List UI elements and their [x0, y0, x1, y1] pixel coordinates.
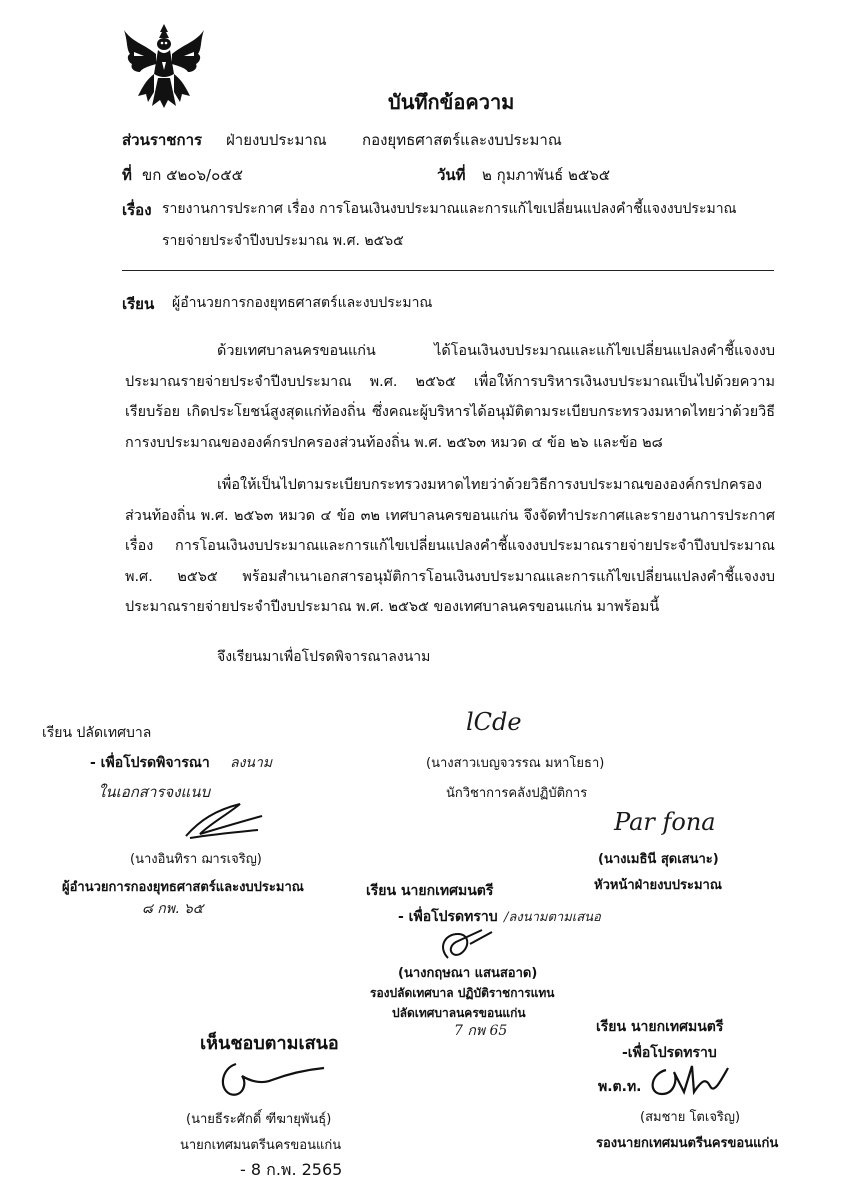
middle-endorse-purpose: - เพื่อโปรดทราบ	[398, 909, 498, 925]
left-endorse-handwriting-a: ลงนาม	[230, 755, 273, 771]
bottom-right-endorse-purpose: -เพื่อโปรดทราบ	[622, 1045, 717, 1061]
bottom-right-endorse-signature	[644, 1060, 736, 1102]
right-endorse-name: (นางเมธินี สุดเสนาะ)	[598, 852, 719, 867]
agency-label: ส่วนราชการ	[122, 131, 203, 149]
agency-value-division: กองยุทธศาสตร์และงบประมาณ	[362, 131, 562, 149]
middle-endorse-signature	[430, 924, 500, 964]
paragraph-1: ด้วยเทศบาลนครขอนแก่น ได้โอนเงินงบประมาณและแก้ไขเปลี่ยนแปลงคำชี้แจงงบประมาณรายจ่ายประจำปีงบประมาณ พ.ศ. ๒๕๖๕ เพื่อให้การบริหารเงินงบประมาณเป็นไปด้วยความเรียบร้อย เกิดประโยชน์สูงสุดแก่ท้องถิ่น ซึ่งคณะผู้บริหารได้อนุมัติตามระเบียบกระทรวงมหาดไทยว่าด้วยวิธีการงบประมาณขององค์กรปกครองส่วนท้องถิ่น พ.ศ. ๒๕๖๓ หมวด ๔ ข้อ ๒๖ และข้อ ๒๘	[125, 343, 775, 451]
middle-endorse-name: (นางกฤษณา แสนสอาด)	[398, 966, 538, 981]
approval-position: นายกเทศมนตรีนครขอนแก่น	[180, 1138, 342, 1153]
main-signer-position: นักวิชาการคลังปฏิบัติการ	[446, 786, 588, 801]
date-label: วันที่	[437, 166, 466, 184]
document-title: บันทึกข้อความ	[388, 90, 515, 114]
header-divider	[122, 270, 774, 271]
main-signature-handwriting: lCde	[466, 708, 522, 736]
middle-endorse-handwriting: /ลงนามตามเสนอ	[504, 910, 601, 925]
left-endorse-to: เรียน ปลัดเทศบาล	[42, 725, 152, 741]
approval-heading: เห็นชอบตามเสนอ	[200, 1033, 339, 1054]
left-endorse-signature	[180, 800, 270, 842]
bottom-right-endorse-name: (สมชาย โตเจริญ)	[640, 1110, 741, 1125]
subject-label: เรื่อง	[122, 201, 152, 219]
middle-endorse-to: เรียน นายกเทศมนตรี	[366, 883, 494, 899]
date-value: ๒ กุมภาพันธ์ ๒๕๖๕	[482, 166, 611, 184]
bottom-right-endorse-to: เรียน นายกเทศมนตรี	[596, 1019, 724, 1035]
middle-endorse-date: 7 กพ 65	[454, 1023, 508, 1039]
closing-line: จึงเรียนมาเพื่อโปรดพิจารณาลงนาม	[217, 649, 431, 665]
garuda-emblem	[122, 22, 206, 108]
ref-label: ที่	[122, 166, 132, 184]
ref-value: ขก ๕๒๐๖/๐๕๕	[142, 166, 243, 184]
approval-date: - 8 ก.พ. 2565	[240, 1160, 343, 1179]
right-endorse-signature: Par fona	[614, 808, 716, 836]
left-endorse-name: (นางอินทิรา ฌารเจริญ)	[130, 852, 262, 867]
to-value: ผู้อำนวยการกองยุทธศาสตร์และงบประมาณ	[172, 295, 433, 311]
approval-name: (นายธีระศักดิ์ ฑีฆายุพันธุ์)	[186, 1112, 332, 1127]
subject-line-1: รายงานการประกาศ เรื่อง การโอนเงินงบประมาณและการแก้ไขเปลี่ยนแปลงคำชี้แจงงบประมาณ	[162, 201, 737, 217]
main-signer-name: (นางสาวเบญจวรรณ มหาโยธา)	[426, 756, 605, 771]
paragraph-2: เพื่อให้เป็นไปตามระเบียบกระทรวงมหาดไทยว่าด้วยวิธีการงบประมาณขององค์กรปกครองส่วนท้องถิ่น พ.ศ. ๒๕๖๓ หมวด ๔ ข้อ ๓๒ เทศบาลนครขอนแก่น จึงจัดทำประกาศและรายงานการประกาศ เรื่อง การโอนเงินงบประมาณและการแก้ไขเปลี่ยนแปลงคำชี้แจงงบประมาณรายจ่ายประจำปีงบประมาณ พ.ศ. ๒๕๖๕ พร้อมสำเนาเอกสารอนุมัติการโอนเงินงบประมาณและการแก้ไขเปลี่ยนแปลงคำชี้แจงงบประมาณรายจ่ายประจำปีงบประมาณ พ.ศ. ๒๕๖๕ ของเทศบาลนครขอนแก่น มาพร้อมนี้	[125, 477, 775, 615]
left-endorse-position: ผู้อำนวยการกองยุทธศาสตร์และงบประมาณ	[62, 880, 304, 895]
subject-line-2: รายจ่ายประจำปีงบประมาณ พ.ศ. ๒๕๖๕	[162, 233, 404, 249]
right-endorse-position: หัวหน้าฝ่ายงบประมาณ	[594, 878, 722, 893]
left-endorse-purpose: - เพื่อโปรดพิจารณา	[90, 755, 210, 771]
left-endorse-handwriting-b: ในเอกสารจงแนบ	[98, 783, 210, 801]
bottom-right-endorse-rank: พ.ต.ท.	[598, 1079, 642, 1095]
to-label: เรียน	[122, 295, 155, 313]
middle-endorse-position-2: ปลัดเทศบาลนครขอนแก่น	[392, 1006, 526, 1020]
left-endorse-date: ๘ กพ. ๖๕	[142, 901, 204, 917]
bottom-right-endorse-position: รองนายกเทศมนตรีนครขอนแก่น	[596, 1136, 779, 1151]
middle-endorse-position-1: รองปลัดเทศบาล ปฏิบัติราชการแทน	[370, 986, 555, 1000]
agency-value: ฝ่ายงบประมาณ	[226, 131, 327, 149]
approval-signature	[212, 1058, 332, 1100]
